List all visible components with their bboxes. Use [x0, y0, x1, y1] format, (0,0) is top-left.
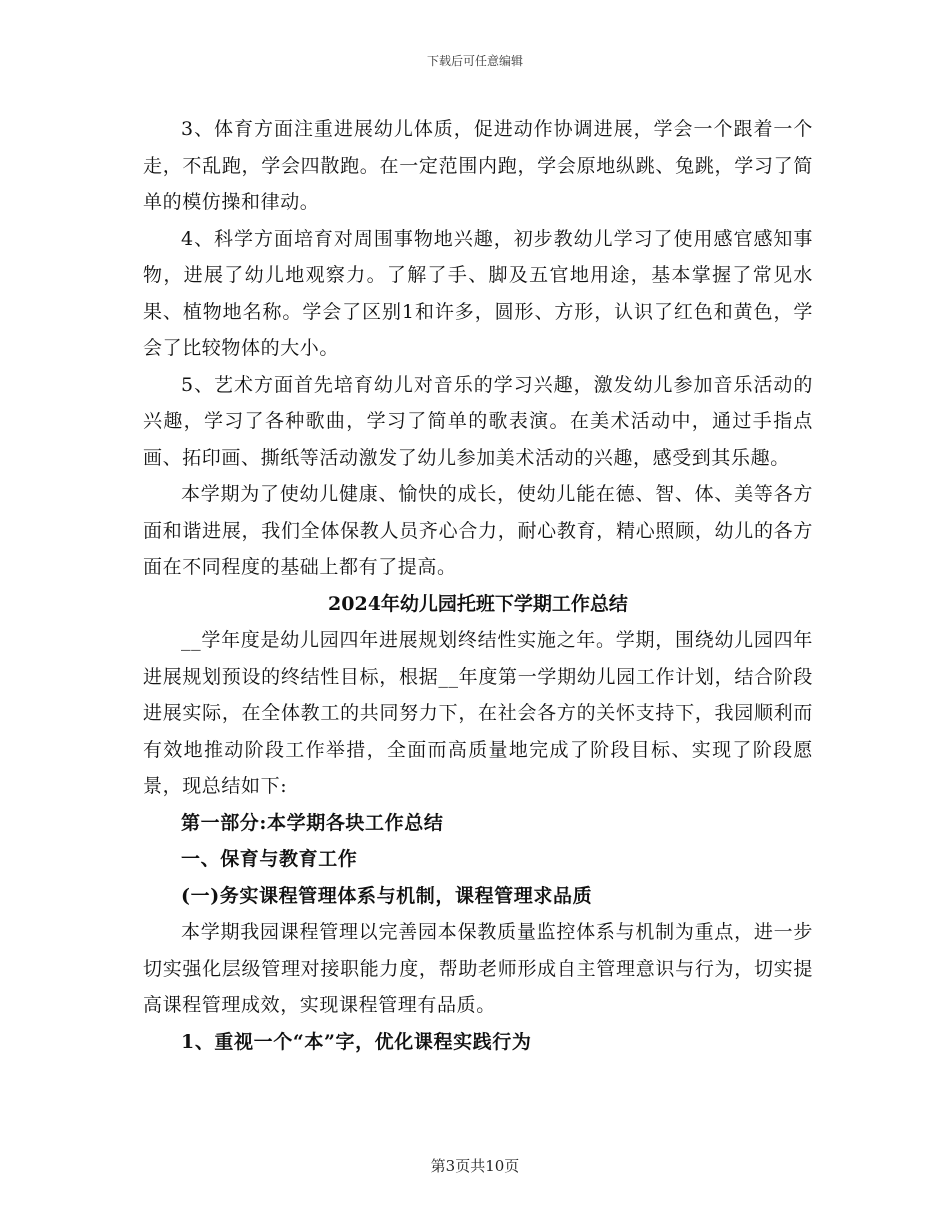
document-title: 2024年幼儿园托班下学期工作总结 — [328, 592, 628, 615]
paragraph-semester-summary: 本学期为了使幼儿健康、愉快的成长，使幼儿能在德、智、体、美等各方面和谐进展，我们全体保教人员齐心合力，耐心教育，精心照顾，幼儿的各方面在不同程度的基础上都有了提高。 — [143, 483, 813, 578]
paragraph-art: 5、艺术方面首先培育幼儿对音乐的学习兴趣，激发幼儿参加音乐活动的兴趣，学习了各种歌曲，学习了简单的歌表演。在美术活动中，通过手指点画、拓印画、撕纸等活动激发了幼儿参加美术活动的兴趣，感受到其乐趣。 — [143, 373, 813, 469]
document-body — [143, 111, 813, 1060]
page-number: 第3页共10页 — [430, 1157, 520, 1175]
item-heading: 1、重视一个“本”字，优化课程实践行为 — [181, 1030, 532, 1053]
page-header-note: 下载后可任意编辑 — [426, 54, 523, 68]
paragraph-intro: __学年度是幼儿园四年进展规划终结性实施之年。学期，围绕幼儿园四年进展规划预设的终结性目标，根据__年度第一学期幼儿园工作计划，结合阶段进展实际，在全体教工的共同努力下，在社会各方的关怀支持下，我园顺利而有效地推动阶段工作举措，全面而高质量地完成了阶段目标、实现了阶段愿景，现总结如下: — [143, 629, 813, 797]
section-heading: 一、保育与教育工作 — [181, 848, 358, 870]
paragraph-science: 4、科学方面培育对周围事物地兴趣，初步教幼儿学习了使用感官感知事物，进展了幼儿地观察力。了解了手、脚及五官地用途，基本掌握了常见水果、植物地名称。学会了区别1和许多，圆形、方形，认识了红色和黄色，学会了比较物体的大小。 — [143, 227, 813, 359]
paragraph-physical-education: 3、体育方面注重进展幼儿体质，促进动作协调进展，学会一个跟着一个走，不乱跑，学会四散跑。在一定范围内跑，学会原地纵跳、兔跳，学习了简单的模仿操和律动。 — [143, 118, 813, 213]
paragraph-curriculum-management: 本学期我园课程管理以完善园本保教质量监控体系与机制为重点，进一步切实强化层级管理对接职能力度，帮助老师形成自主管理意识与行为，切实提高课程管理成效，实现课程管理有品质。 — [143, 921, 813, 1016]
subsection-heading: (一)务实课程管理体系与机制，课程管理求品质 — [181, 884, 593, 907]
part-heading: 第一部分:本学期各块工作总结 — [181, 811, 444, 834]
